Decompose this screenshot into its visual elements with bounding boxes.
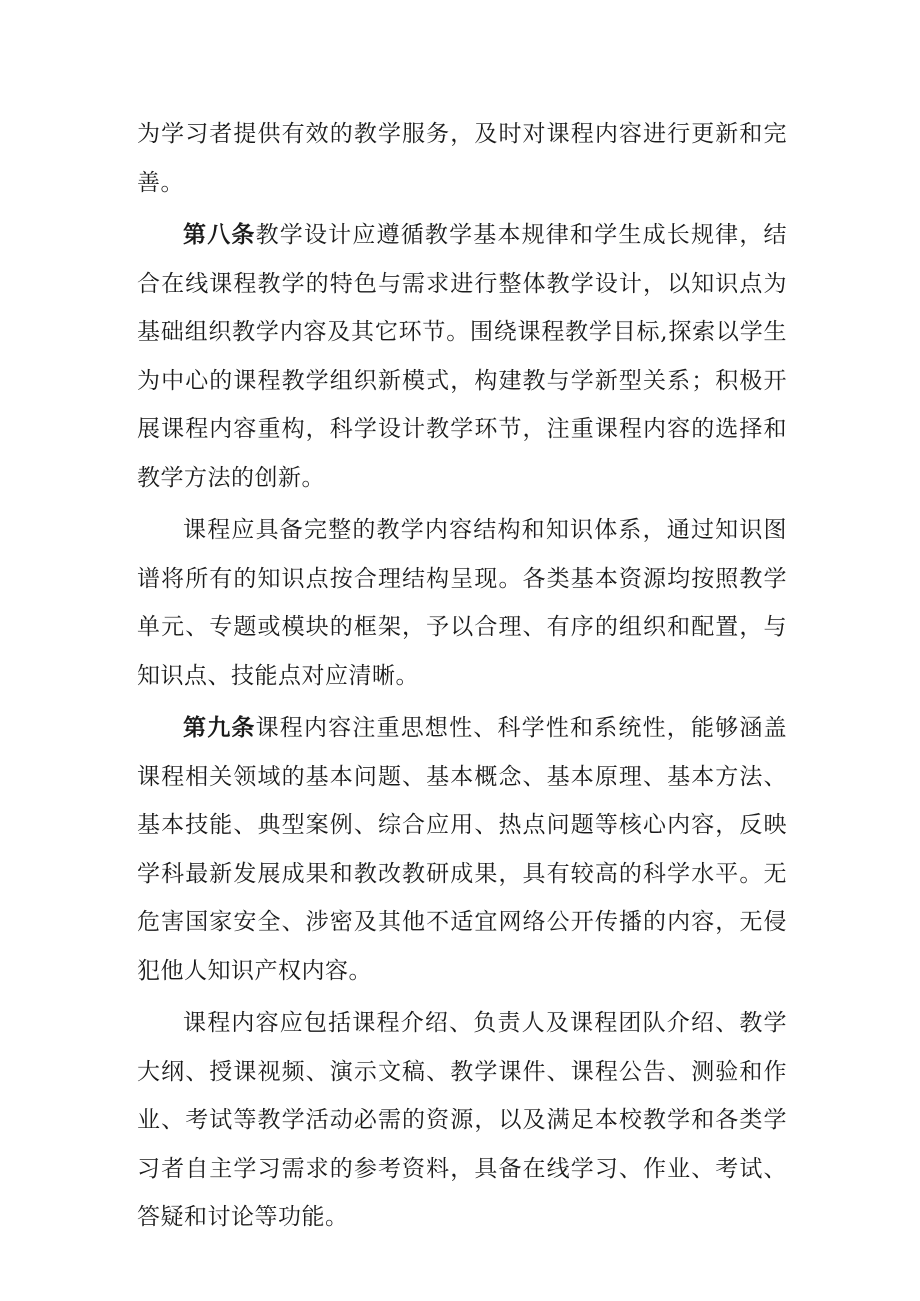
paragraph-text: 为学习者提供有效的教学服务，及时对课程内容进行更新和完善。	[137, 121, 787, 196]
article-label: 第八条	[183, 222, 256, 248]
paragraph-article-8	[137, 211, 787, 502]
paragraph-course-structure	[137, 506, 787, 700]
paragraph-text: 教学设计应遵循教学基本规律和学生成长规律，结合在线课程教学的特色与需求进行整体教学设计，以知识点为基础组织教学内容及其它环节。围绕课程教学目标,探索以学生为中心的课程教学组织新模式，构建教与学新型关系；积极开展课程内容重构，科学设计教学环节，注重课程内容的选择和教学方法的创新。	[137, 222, 787, 491]
paragraph-course-content	[137, 999, 787, 1242]
article-label: 第九条	[183, 715, 256, 741]
paragraph-text: 课程应具备完整的教学内容结构和知识体系，通过知识图谱将所有的知识点按合理结构呈现。各类基本资源均按照教学单元、专题或模块的框架，予以合理、有序的组织和配置，与知识点、技能点对应清晰。	[137, 517, 787, 689]
document-body	[137, 110, 787, 1242]
paragraph-text: 课程内容应包括课程介绍、负责人及课程团队介绍、教学大纲、授课视频、演示文稿、教学课件、课程公告、测验和作业、考试等教学活动必需的资源，以及满足本校教学和各类学习者自主学习需求的参考资料，具备在线学习、作业、考试、答疑和讨论等功能。	[137, 1010, 787, 1230]
paragraph-text: 课程内容注重思想性、科学性和系统性，能够涵盖课程相关领域的基本问题、基本概念、基本原理、基本方法、基本技能、典型案例、综合应用、热点问题等核心内容，反映学科最新发展成果和教改教研成果，具有较高的科学水平。无危害国家安全、涉密及其他不适宜网络公开传播的内容，无侵犯他人知识产权内容。	[137, 715, 787, 984]
paragraph-continuation	[137, 110, 787, 207]
paragraph-article-9	[137, 704, 787, 995]
